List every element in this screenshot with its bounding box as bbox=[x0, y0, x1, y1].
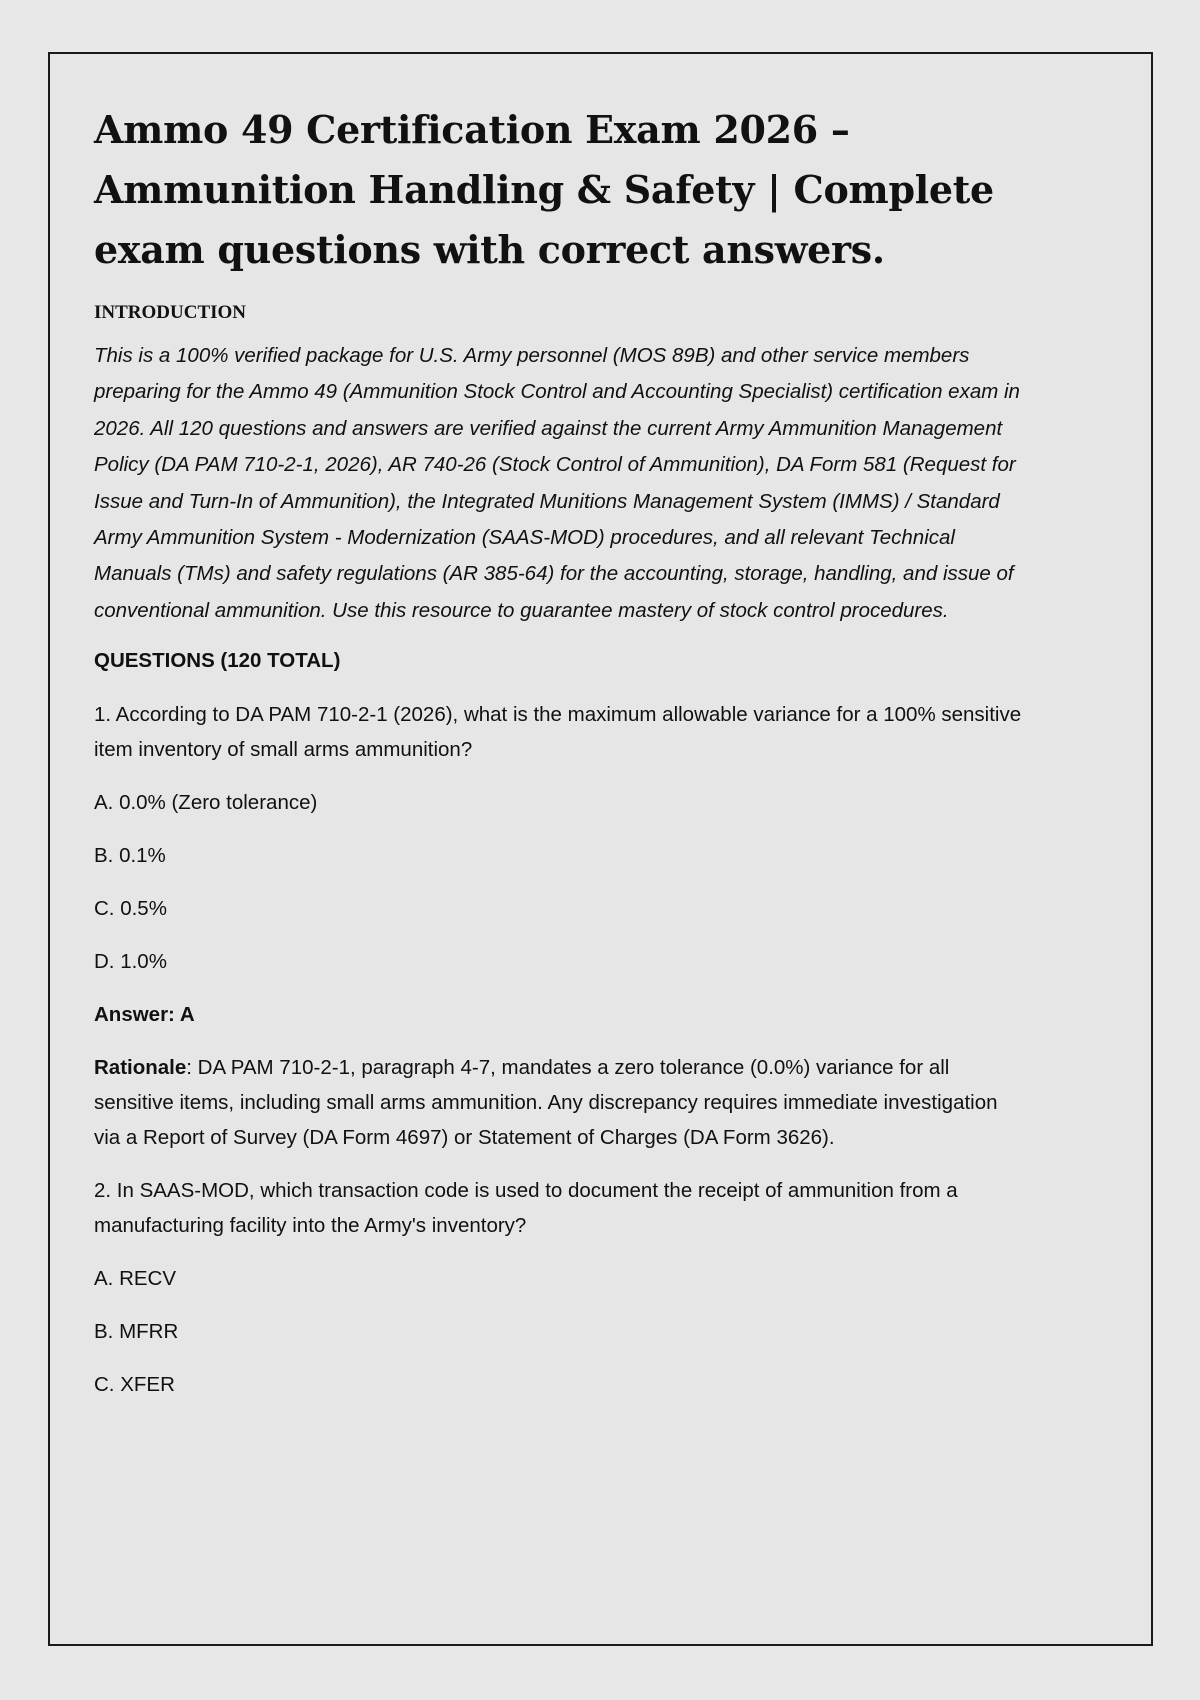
question-2 bbox=[94, 1173, 1024, 1402]
option-c: C. XFER bbox=[94, 1373, 175, 1397]
document-title: Ammo 49 Certification Exam 2026 – Ammunition Handling & Safety | Complete exam questions with correct answers. bbox=[94, 107, 994, 272]
document-content bbox=[94, 100, 1024, 1420]
rationale-label: Rationale bbox=[94, 1056, 187, 1080]
rationale bbox=[94, 1050, 1024, 1155]
option-d: D. 1.0% bbox=[94, 950, 167, 974]
option-a: A. RECV bbox=[94, 1267, 177, 1291]
questions-heading: QUESTIONS (120 TOTAL) bbox=[94, 649, 341, 673]
answer: Answer: A bbox=[94, 1003, 195, 1027]
question-text: 1. According to DA PAM 710-2-1 (2026), what is the maximum allowable variance for a 100% sensitive item inventory of small arms ammunition? bbox=[94, 703, 1022, 762]
question-text: 2. In SAAS-MOD, which transaction code is used to document the receipt of ammunition from a manufacturing facility into the Army's inventory? bbox=[94, 1179, 958, 1238]
option-b: B. 0.1% bbox=[94, 844, 166, 868]
question-1 bbox=[94, 697, 1024, 1155]
introduction-heading: INTRODUCTION bbox=[94, 302, 247, 323]
option-c: C. 0.5% bbox=[94, 897, 167, 921]
rationale-text: : DA PAM 710-2-1, paragraph 4-7, mandates a zero tolerance (0.0%) variance for all sensitive items, including small arms ammunition. Any discrepancy requires immediate investigation via a Report of Survey (DA Form 4697) or Statement of Charges (DA Form 3626). bbox=[94, 1056, 998, 1150]
option-a: A. 0.0% (Zero tolerance) bbox=[94, 791, 318, 815]
introduction-paragraph: This is a 100% verified package for U.S. Army personnel (MOS 89B) and other service members preparing for the Ammo 49 (Ammunition Stock Control and Accounting Specialist) certification exam in 2026. All 120 questions and answers are verified against the current Army Ammunition Management Policy (DA PAM 710-2-1, 2026), AR 740-26 (Stock Control of Ammunition), DA Form 581 (Request for Issue and Turn-In of Ammunition), the Integrated Munitions Management System (IMMS) / Standard Army Ammunition System - Modernization (SAAS-MOD) procedures, and all relevant Technical Manuals (TMs) and safety regulations (AR 385-64) for the accounting, storage, handling, and issue of conventional ammunition. Use this resource to guarantee mastery of stock control procedures. bbox=[94, 344, 1020, 622]
option-b: B. MFRR bbox=[94, 1320, 179, 1344]
